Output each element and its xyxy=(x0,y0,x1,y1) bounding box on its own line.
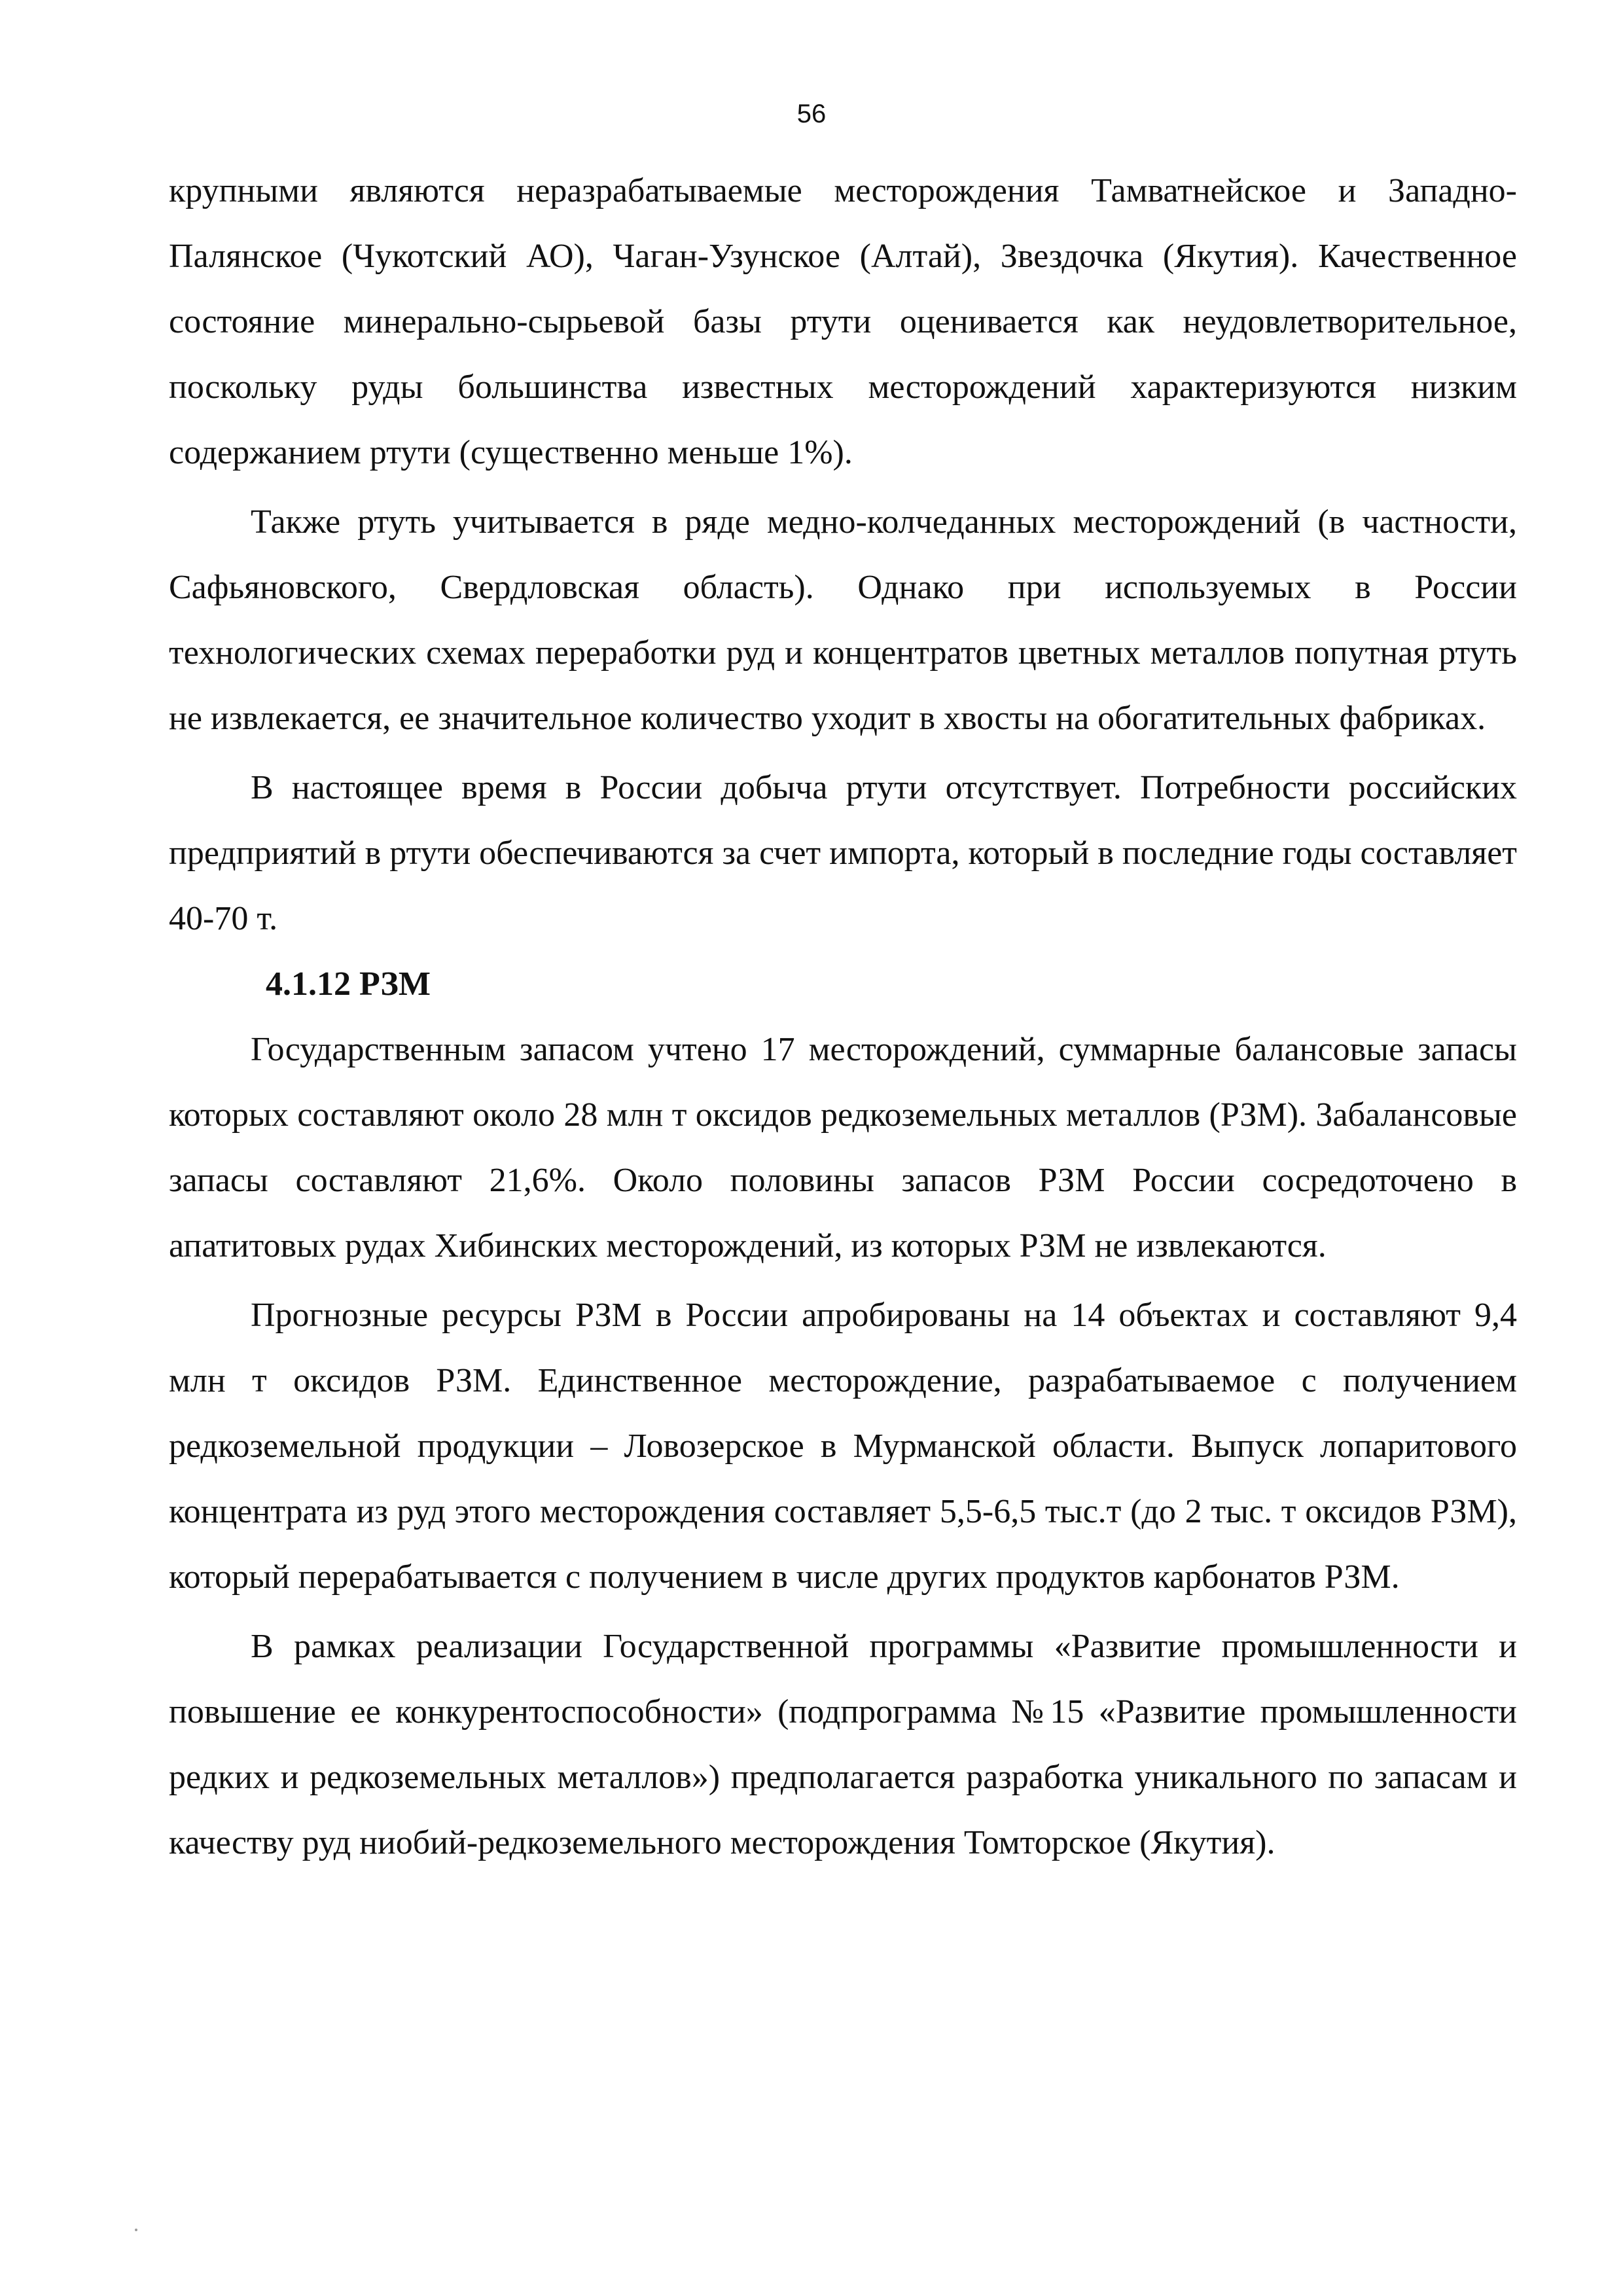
section-heading-rare-earth: 4.1.12 РЗМ xyxy=(266,965,431,1003)
scan-artifact-dot xyxy=(135,2229,137,2231)
paragraph-mercury-accounting: Также ртуть учитывается в ряде медно-колчеданных месторождений (в частности, Сафьяновского, Свердловская область). Однако при используемых в России технологических схемах переработки руд и концентратов цветных металлов попутная ртуть не извлекается, ее значительное количество уходит в хвосты на обогатительных фабриках. xyxy=(169,503,1517,737)
page-number: 56 xyxy=(796,99,827,128)
document-body xyxy=(169,158,1517,1876)
paragraph-state-program: В рамках реализации Государственной программы «Развитие промышленности и повышение ее конкурентоспособности» (подпрограмма №15 «Развитие промышленности редких и редкоземельных металлов») предполагается разработка уникального по запасам и качеству руд ниобий-редкоземельного месторождения Томторское (Якутия). xyxy=(169,1628,1517,1861)
paragraph-mercury-deposits: крупными являются неразрабатываемые месторождения Тамватнейское и Западно-Палянское (Чукотский АО), Чаган-Узунское (Алтай), Звездочка (Якутия). Качественное состояние минерально-сырьевой базы ртути оценивается как неудовлетворительное, поскольку руды большинства известных месторождений характеризуются низким содержанием ртути (существенно меньше 1%). xyxy=(169,172,1517,471)
paragraph-rare-earth-resources: Прогнозные ресурсы РЗМ в России апробированы на 14 объектах и составляют 9,4 млн т оксидов РЗМ. Единственное месторождение, разрабатываемое с получением редкоземельной продукции – Ловозерское в Мурманской области. Выпуск лопаритового концентрата из руд этого месторождения составляет 5,5-6,5 тыс.т (до 2 тыс. т оксидов РЗМ), который перерабатывается с получением в числе других продуктов карбонатов РЗМ. xyxy=(169,1297,1517,1596)
paragraph-rare-earth-reserves: Государственным запасом учтено 17 месторождений, суммарные балансовые запасы которых составляют около 28 млн т оксидов редкоземельных металлов (РЗМ). Забалансовые запасы составляют 21,6%. Около половины запасов РЗМ России сосредоточено в апатитовых рудах Хибинских месторождений, из которых РЗМ не извлекаются. xyxy=(169,1031,1517,1265)
paragraph-mercury-import: В настоящее время в России добыча ртути отсутствует. Потребности российских предприятий в ртути обеспечиваются за счет импорта, который в последние годы составляет 40-70 т. xyxy=(169,769,1517,937)
